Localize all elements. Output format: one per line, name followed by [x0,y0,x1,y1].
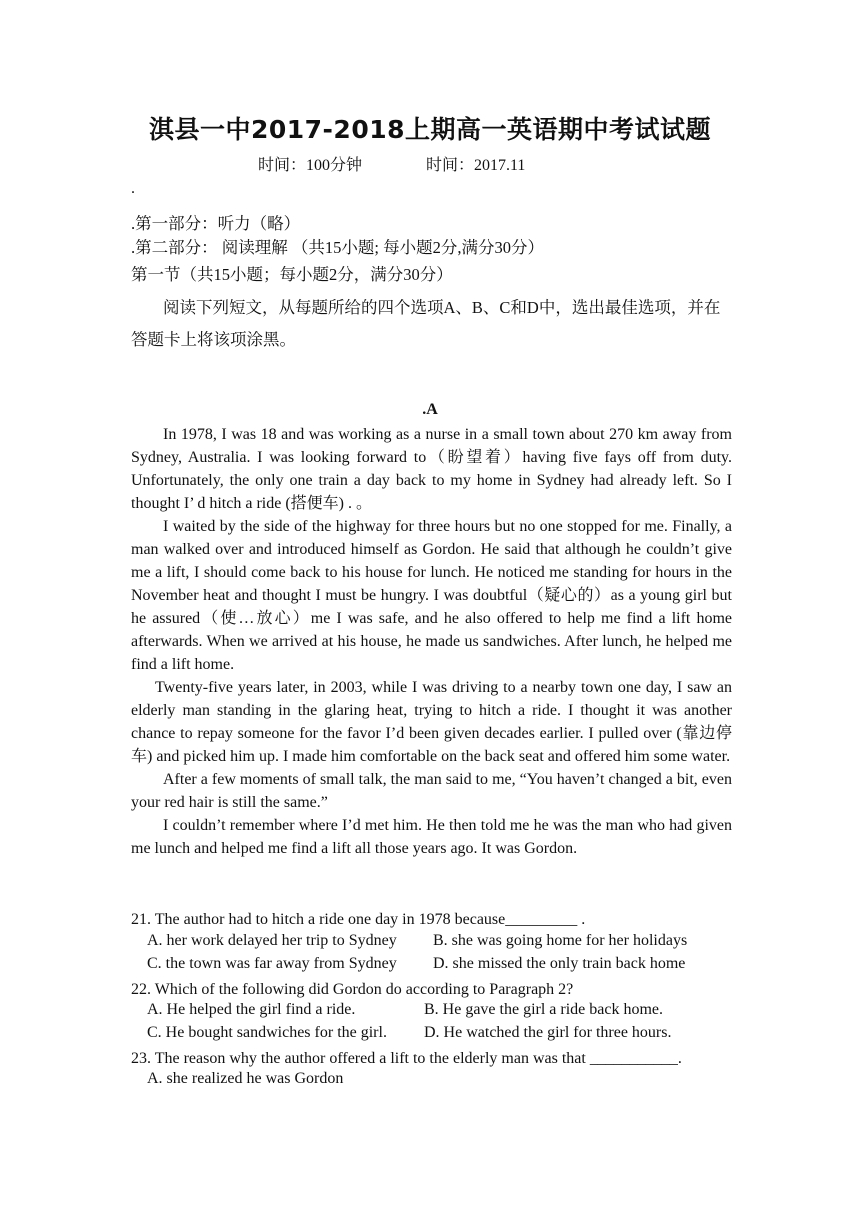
passage-label: .A [422,401,438,418]
question-22-stem: 22. Which of the following did Gordon do according to Paragraph 2? [131,981,574,998]
question-21-stem: 21. The author had to hitch a ride one day in 1978 because_________ . [131,911,586,928]
paragraph-5: I couldn’t remember where I’d met him. He then told me he was the man who had given me lunch and helped me find a lift all those years ago. It was Gordon. [131,817,732,857]
question-23-option-a: A. she realized he was Gordon [147,1070,344,1087]
paragraph-2: I waited by the side of the highway for three hours but no one stopped for me. Finally, a man walked over and introduced himself as Gordon. He said that although he couldn’t give me a lift, I should come back to his house for lunch. He noticed me standing for hours in the November heat and thought I must be hungry. I was doubtful（疑心的）as a young girl but he assured（使…放心）me I was safe, and he also offered to help me find a lift home afterwards. When we arrived at his house, he made us sandwiches. After lunch, he helped me find a lift home. [131,518,732,673]
instruction-text: 阅读下列短文，从每题所给的四个选项A、B、C和D中，选出最佳选项，并在答题卡上将该项涂黑。 [131,298,721,349]
duration-label: 时间：100分钟 [258,157,363,174]
paragraph-4: After a few moments of small talk, the man said to me, “You haven’t changed a bit, even your red hair is still the same.” [131,771,732,811]
part2-heading: .第二部分： 阅读理解 （共15小题; 每小题2分,满分30分） [131,238,544,257]
question-21-option-a: A. her work delayed her trip to Sydney [147,932,397,949]
question-22-option-c: C. He bought sandwiches for the girl. [147,1024,387,1041]
question-21-option-b: B. she was going home for her holidays [433,932,688,949]
question-21-option-c: C. the town was far away from Sydney [147,955,397,972]
date-label: 时间：2017.11 [426,157,526,174]
paragraph-1: In 1978, I was 18 and was working as a nurse in a small town about 270 km away from Sydney, Australia. I was looking forward to（盼望着）having five fays off from duty. Unfortunately, the only one train a day back to my home in Sydney had already left. So I thought I’ d hitch a ride (搭便车) . 。 [131,426,732,512]
question-22-option-b: B. He gave the girl a ride back home. [424,1001,664,1018]
section1-heading: 第一节（共15小题；每小题2分，满分30分） [131,265,453,284]
time-info [258,152,585,175]
passage-body [131,423,732,860]
paragraph-3: Twenty-five years later, in 2003, while I was driving to a nearby town one day, I saw an elderly man standing in the glaring heat, trying to hitch a ride. I thought it was another chance to repay someone for the favor I’d been given decades earlier. I pulled over (靠边停车) and picked him up. I made him comfortable on the back seat and offered him some water. [131,679,732,765]
question-23-stem: 23. The reason why the author offered a lift to the elderly man was that ___________. [131,1050,682,1067]
part1-heading: .第一部分：听力（略） [131,214,301,233]
question-22-option-d: D. He watched the girl for three hours. [424,1024,672,1041]
stray-dot: . [131,180,135,197]
page-title: 淇县一中2017-2018上期高一英语期中考试试题 [148,115,712,144]
question-22-option-a: A. He helped the girl find a ride. [147,1001,356,1018]
question-21-option-d: D. she missed the only train back home [433,955,686,972]
